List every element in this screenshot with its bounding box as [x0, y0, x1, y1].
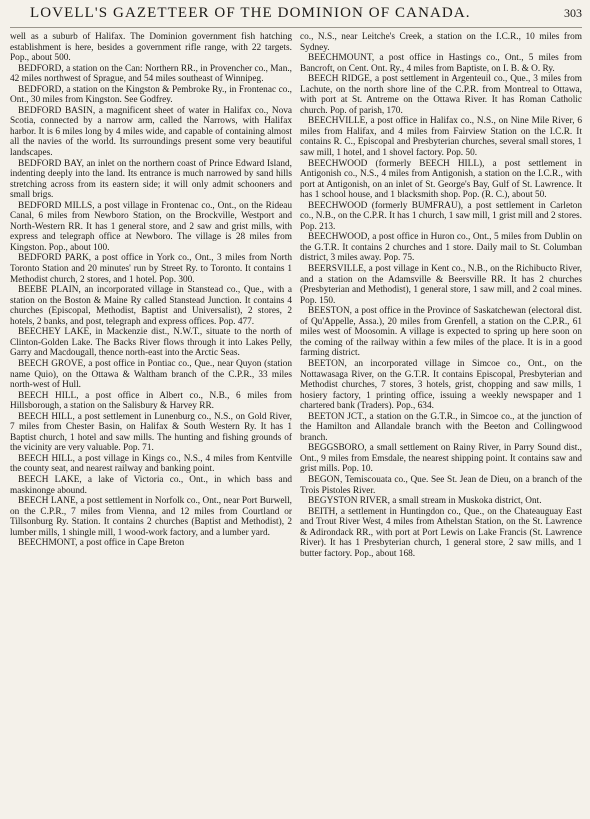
gazetteer-entry [300, 475, 582, 496]
gazetteer-entry [300, 32, 582, 53]
page-title: LOVELL'S GAZETTEER OF THE DOMINION OF CANADA. [30, 5, 471, 21]
gazetteer-entry [10, 201, 292, 254]
gazetteer-entry [300, 201, 582, 233]
entry-text: BEEBE PLAIN, an incorporated village in Stanstead co., Que., with a station on the Boston & Maine Ry called Stanstead Junction. It contains 4 churches (Episcopal, Methodist, Baptist and Universalist), 2 stores, 2 hotels, 2 banks, and post, telegraph and express offices. Pop. 477. [10, 285, 292, 327]
gazetteer-entry [10, 454, 292, 475]
gazetteer-entry [10, 285, 292, 327]
gazetteer-entry [300, 496, 582, 507]
gazetteer-entry [10, 32, 292, 64]
entry-text: BEGON, Temiscouata co., Que. See St. Jean de Dieu, on a branch of the Trois Pistoles River. [300, 474, 582, 496]
entry-text: BEESTON, a post office in the Province of Saskatchewan (electoral dist. of Qu'Appelle, Assa.), 20 miles from Grenfell, a station on the C.P.R., 61 miles west of Moosomin. A village is expected to spring up here soon on the coming of the railway within a few miles of the place. It is in a good farming district. [300, 306, 582, 359]
gazetteer-entry [300, 74, 582, 116]
entry-text: co., N.S., near Leitche's Creek, a station on the I.C.R., 10 miles from Sydney. [300, 32, 582, 53]
entry-text: BEGYSTON RIVER, a small stream in Muskoka district, Ont. [308, 496, 542, 507]
entry-text: BEDFORD BAY, an inlet on the northern coast of Prince Edward Island, indenting deeply into the land. Its entrance is much narrowed by sand hills stretching across from its eastern side; it will only admit schooners and small brigs. [10, 158, 292, 201]
entry-text: BEETON JCT., a station on the G.T.R., in Simcoe co., at the junction of the Hamilton and Allandale branch with the Beeton and Collingwood branch. [300, 411, 582, 443]
entry-text: BEDFORD MILLS, a post village in Frontenac co., Ont., on the Rideau Canal, 6 miles from Newboro Station, on the Brockville, Westport and North-Western RR. It has 1 general store, and 2 saw and grist mills, with express and telegraph office at Newboro. The village is 28 miles from Kingston. Pop., about 100. [10, 200, 292, 253]
gazetteer-entry [10, 538, 292, 549]
gazetteer-entry [10, 391, 292, 412]
entry-text: BEECH LAKE, a lake of Victoria co., Ont., in which bass and maskinonge abound. [10, 474, 292, 496]
entry-text: BEECH LANE, a post settlement in Norfolk co., Ont., near Port Burwell, on the C.P.R., 7 miles from Vienna, and 12 miles from Courtland or Tillsonburg Ry. Station. It contains 2 churches (Baptist and Methodist), 2 lumber mills, 1 shingle mill, 1 wood-work factory, and a lumber yard. [10, 496, 292, 538]
gazetteer-entry [10, 412, 292, 454]
entry-text: BEECH GROVE, a post office in Pontiac co., Que., near Quyon (station name Quio), on the Ottawa & Waltham branch of the C.P.R., 33 miles north-west of Hull. [10, 358, 292, 391]
entry-text: BEECH HILL, a post village in Kings co., N.S., 4 miles from Kentville the county seat, and nearest railway and banking point. [10, 453, 292, 475]
gazetteer-entry [10, 106, 292, 159]
entry-text: BEECHEY LAKE, in Mackenzie dist., N.W.T., situate to the north of Clinton-Golden Lake. The Backs River flows through it into Lakes Pelly, Garry and Macdougall, thence north-east into the Arctic Seas. [10, 327, 292, 359]
entry-text: BEECHMOUNT, a post office in Hastings co., Ont., 5 miles from Bancroft, on Cent. Ont. Ry., 4 miles from Baptiste, on I. B. & O. Ry. [300, 53, 582, 74]
gazetteer-entry [10, 359, 292, 391]
entry-text: BEDFORD BASIN, a magnificent sheet of water in Halifax co., Nova Scotia, connected by a narrow arm, called the Narrows, with Halifax harbor. It is 6 miles long by 4 miles wide, and capable of containing almost all the navies of the world. Its surroundings present some very beautiful landscapes. [10, 105, 292, 159]
entry-text: well as a suburb of Halifax. The Dominion government fish hatching establishment is here, besides a government rifle range, with 22 targets. Pop., about 500. [10, 32, 292, 64]
gazetteer-entry [300, 359, 582, 412]
entry-text: BEDFORD, a station on the Kingston & Pembroke Ry., in Frontenac co., Ont., 30 miles from Kingston. See Godfrey. [10, 84, 292, 106]
gazetteer-entry [300, 507, 582, 560]
gazetteer-entry [300, 159, 582, 201]
entry-text: BEECH RIDGE, a post settlement in Argenteuil co., Que., 3 miles from Lachute, on the north shore line of the C.P.R. from Montreal to Ottawa, with port at St. Antreme on the Ottawa River. It has Roman Catholic church. Pop. of parish, 170. [300, 74, 582, 116]
gazetteer-entry [10, 496, 292, 538]
right-column [300, 32, 582, 817]
entry-text: BEECH HILL, a post office in Albert co., N.B., 6 miles from Hillsborough, a station on the Salisbury & Harvey RR. [10, 390, 292, 412]
gazetteer-entry [300, 116, 582, 158]
gazetteer-entry [10, 253, 292, 285]
page-number: 303 [564, 6, 582, 20]
entry-text: BEDFORD PARK, a post office in York co., Ont., 3 miles from North Toronto Station and 20 minutes' run by Street Ry. to Toronto. It contains 1 Methodist church, 2 stores, and 1 hotel. Pop. 300. [10, 253, 292, 285]
entry-text: BEECHWOOD, a post office in Huron co., Ont., 5 miles from Dublin on the G.T.R. It contains 2 churches and 1 store. Daily mail to St. Columban district, 3 miles away. Pop. 75. [300, 232, 582, 264]
entry-text: BEECHWOOD (formerly BUMFRAU), a post settlement in Carleton co., N.B., on the C.P.R. It has 1 church, 1 saw mill, 1 grist mill and 2 stores. Pop. 213. [300, 200, 582, 232]
gazetteer-entry [10, 159, 292, 201]
entry-text: BEECHMONT, a post office in Cape Breton [18, 538, 185, 549]
gazetteer-entry [300, 412, 582, 444]
gazetteer-entry [300, 306, 582, 359]
gazetteer-entry [300, 443, 582, 475]
gazetteer-entry [10, 327, 292, 359]
entry-text: BEECHWOOD (formerly BEECH HILL), a post settlement in Antigonish co., N.S., 4 miles from Antigonish, a station on the I.C.R., with port at Antigonish, on an inlet of St. George's Bay, Gulf of St. Lawrence. It has 1 school house, and 1 blacksmith shop. Pop. (R. C.), about 50. [300, 158, 582, 201]
gazetteer-entry [300, 232, 582, 264]
entry-text: BEITH, a settlement in Huntingdon co., Que., on the Chateauguay East and Trout River West, 4 miles from Athelstan Station, on the St. Lawrence & Adirondack RR., with port at Port Lewis on Lake Francis (St. Lawrence River). It has 1 Presbyterian church, 1 general store, 2 saw mills, and 1 butter factory. Pop., about 168. [300, 506, 582, 559]
running-header [10, 5, 582, 28]
left-column [10, 32, 292, 817]
entry-text: BEECH HILL, a post settlement in Lunenburg co., N.S., on Gold River, 7 miles from Chester Basin, on Halifax & South Western Ry. It has 1 Baptist church, 1 hotel and saw mills. The hunting and fishing grounds of the vicinity are very valuable. Pop. 71. [10, 411, 292, 454]
gazetteer-entry [300, 264, 582, 306]
gazetteer-entry [10, 475, 292, 496]
text-columns [10, 32, 582, 817]
gazetteer-entry [10, 85, 292, 106]
entry-text: BEERSVILLE, a post village in Kent co., N.B., on the Richibucto River, and a station on the Adamsville & Beersville RR. It has 2 churches (Presbyterian and Methodist), 1 general store, 1 saw mill, and 2 coal mines. Pop. 150. [300, 264, 582, 306]
entry-text: BEECHVILLE, a post office in Halifax co., N.S., on Nine Mile River, 6 miles from Halifax, and 4 miles from Fairview Station on the I.C.R. It contains R. C., Episcopal and Presbyterian churches, several small stores, 1 saw mill, 1 hotel, and 1 shovel factory. Pop. 50. [300, 116, 582, 159]
gazetteer-entry [10, 64, 292, 85]
entry-text: BEETON, an incorporated village in Simcoe co., Ont., on the Nottawasaga River, on the G.T.R. It contains Episcopal, Presbyterian and Methodist churches, 7 stores, 3 hotels, grist, chopping and saw mills, 1 hosiery factory, 1 printing office, issuing a weekly newspaper and 1 chartered bank (Traders). Pop., 634. [300, 358, 582, 412]
entry-text: BEGGSBORO, a small settlement on Rainy River, in Parry Sound dist., Ont., 9 miles from Emsdale, the nearest shipping point. It contains saw and grist mills. Pop. 10. [300, 443, 582, 475]
entry-text: BEDFORD, a station on the Can: Northern RR., in Provencher co., Man., 42 miles northwest of Sprague, and 54 miles southeast of Winnipeg. [10, 63, 292, 85]
gazetteer-entry [300, 53, 582, 74]
